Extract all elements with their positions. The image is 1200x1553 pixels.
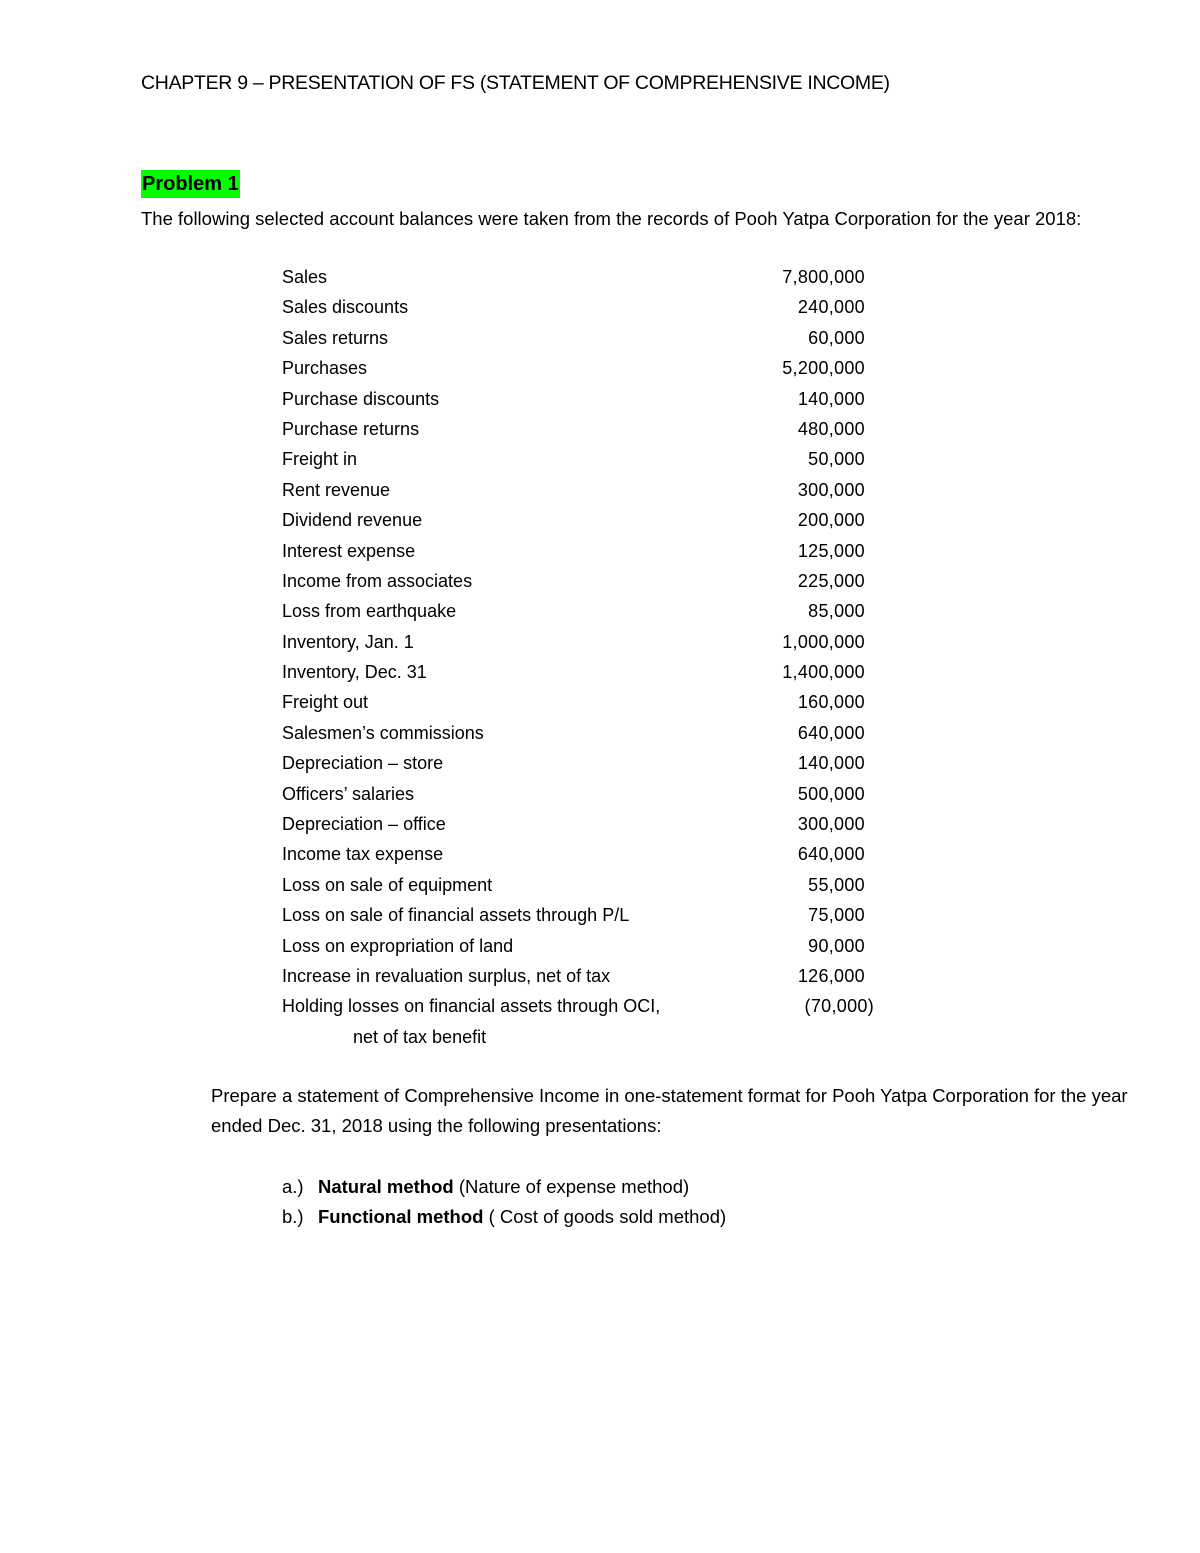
account-amount: 85,000: [808, 601, 865, 622]
account-amount: 160,000: [797, 692, 865, 713]
account-row: [282, 323, 902, 353]
account-row: [282, 748, 902, 778]
account-row: [282, 566, 902, 596]
account-row: [282, 475, 902, 505]
method-name: Natural method: [318, 1176, 454, 1197]
account-label: Inventory, Dec. 31: [282, 662, 427, 683]
account-amount: 125,000: [797, 540, 865, 561]
account-amount: 640,000: [797, 844, 865, 865]
account-label: Loss on sale of financial assets through P/L: [282, 905, 630, 926]
account-row: [282, 687, 902, 717]
account-label: Purchases: [282, 358, 368, 379]
account-amount: 140,000: [797, 753, 865, 774]
account-amount: 55,000: [808, 874, 865, 895]
account-row: [282, 961, 902, 991]
account-row: [282, 870, 902, 900]
account-amount: 5,200,000: [782, 358, 865, 379]
problem-heading: Problem 1: [141, 170, 240, 198]
account-amount: 640,000: [797, 722, 865, 743]
account-amount: 240,000: [797, 297, 865, 318]
account-label: Sales: [282, 267, 328, 287]
account-sub-label: net of tax benefit: [353, 1026, 487, 1047]
method-marker: b.): [282, 1206, 304, 1227]
account-label: Depreciation – office: [282, 814, 446, 835]
account-row: [282, 931, 902, 961]
account-label: Purchase returns: [282, 418, 420, 439]
account-label: Dividend revenue: [282, 510, 423, 531]
account-row: [282, 353, 902, 383]
account-amount: 60,000: [808, 327, 865, 348]
method-detail: ( Cost of goods sold method): [483, 1206, 727, 1227]
method-name: Functional method: [318, 1206, 484, 1227]
account-amount: 7,800,000: [782, 267, 865, 287]
account-amount: 1,400,000: [782, 662, 865, 683]
account-row: [282, 657, 902, 687]
account-row: [282, 292, 902, 322]
account-amount: 500,000: [797, 783, 865, 804]
account-amount: 480,000: [797, 418, 865, 439]
account-label: Increase in revaluation surplus, net of tax: [282, 965, 611, 986]
account-label: Sales discounts: [282, 297, 409, 318]
account-amount: 225,000: [797, 570, 865, 591]
account-row: [282, 900, 902, 930]
account-row: [282, 627, 902, 657]
account-amount: 140,000: [797, 388, 865, 409]
method-marker: a.): [282, 1176, 304, 1197]
account-row: [282, 262, 902, 292]
account-label: Sales returns: [282, 327, 389, 348]
account-row: [282, 414, 902, 444]
instruction-paragraph: Prepare a statement of Comprehensive Income in one-statement format for Pooh Yatpa Corporation for the year ended Dec. 31, 2018 using the following presentations:: [211, 1085, 1128, 1136]
account-label: Income tax expense: [282, 844, 444, 865]
chapter-title: CHAPTER 9 – PRESENTATION OF FS (STATEMENT OF COMPREHENSIVE INCOME): [141, 72, 890, 94]
account-amount: 126,000: [797, 965, 865, 986]
account-label: Officers’ salaries: [282, 783, 415, 804]
account-amount: 300,000: [797, 479, 865, 500]
account-label: Rent revenue: [282, 479, 391, 500]
account-amount: 90,000: [808, 935, 865, 956]
account-row: [282, 779, 902, 809]
method-item: [282, 1172, 726, 1202]
account-label: Loss from earthquake: [282, 601, 457, 622]
account-row: [282, 536, 902, 566]
account-amount: 50,000: [808, 449, 865, 470]
method-item: [282, 1202, 726, 1232]
account-amount: (70,000): [804, 996, 874, 1017]
account-amount: 300,000: [797, 814, 865, 835]
account-label: Depreciation – store: [282, 753, 444, 774]
account-row: [282, 444, 902, 474]
account-label: Freight in: [282, 449, 358, 470]
account-row: [282, 384, 902, 414]
account-label: Interest expense: [282, 540, 416, 561]
account-row: [282, 991, 902, 1047]
account-amount: 200,000: [797, 510, 865, 531]
account-row: [282, 718, 902, 748]
account-label: Freight out: [282, 692, 369, 713]
account-row: [282, 839, 902, 869]
account-label: Loss on sale of equipment: [282, 874, 493, 895]
method-detail: (Nature of expense method): [453, 1176, 690, 1197]
intro-paragraph: The following selected account balances were taken from the records of Pooh Yatpa Corporation for the year 2018:: [141, 208, 1082, 229]
account-label: Inventory, Jan. 1: [282, 631, 414, 652]
account-label: Holding losses on financial assets through OCI,: [282, 996, 661, 1017]
account-row: [282, 809, 902, 839]
account-row: [282, 505, 902, 535]
account-row: [282, 596, 902, 626]
account-amount: 1,000,000: [782, 631, 865, 652]
account-balances-list: [282, 262, 902, 1047]
account-label: Purchase discounts: [282, 388, 440, 409]
account-label: Salesmen’s commissions: [282, 722, 484, 743]
account-label: Income from associates: [282, 570, 473, 591]
methods-list: [282, 1172, 726, 1232]
account-amount: 75,000: [808, 905, 865, 926]
account-label: Loss on expropriation of land: [282, 935, 514, 956]
